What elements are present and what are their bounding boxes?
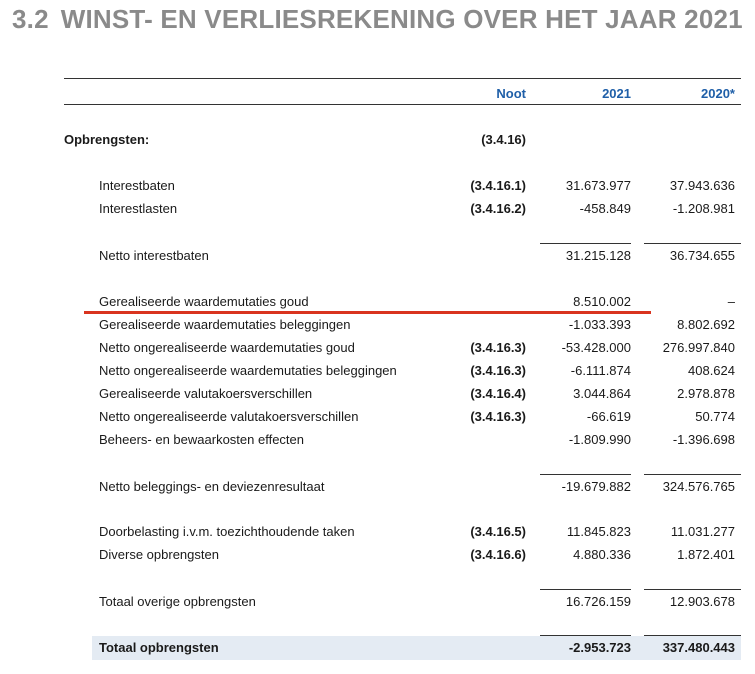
row-noot: (3.4.16.1): [470, 178, 526, 193]
row-label: Diverse opbrengsten: [99, 547, 219, 562]
row-label: Netto ongerealiseerde waardemutaties beleggingen: [99, 363, 397, 378]
table-row: [0, 406, 755, 428]
row-label: Doorbelasting i.v.m. toezichthoudende taken: [99, 524, 355, 539]
row-value-2020: 1.872.401: [677, 547, 735, 562]
row-value-2021: 31.215.128: [565, 248, 631, 263]
subtotal-rule: [540, 589, 631, 590]
table-row: [0, 429, 755, 451]
row-noot: (3.4.16): [481, 132, 526, 147]
row-value-2020: 37.943.636: [669, 178, 735, 193]
row-label: Gerealiseerde waardemutaties beleggingen: [99, 317, 351, 332]
table-top-rule: [64, 78, 741, 79]
row-value-2021: 11.845.823: [566, 524, 631, 539]
row-value-2020: 50.774: [695, 409, 735, 424]
subtotal-rule: [644, 589, 741, 590]
row-label: Netto interestbaten: [99, 248, 209, 263]
row-noot: (3.4.16.6): [470, 547, 526, 562]
row-value-2021: -2.953.723: [568, 640, 631, 655]
row-label: Gerealiseerde waardemutaties goud: [99, 294, 309, 309]
section-number: 3.2: [12, 4, 49, 34]
row-label: Interestbaten: [99, 178, 175, 193]
header-2020: 2020*: [701, 86, 735, 101]
row-value-2020: 8.802.692: [677, 317, 735, 332]
row-noot: (3.4.16.3): [470, 363, 526, 378]
row-label: Netto ongerealiseerde waardemutaties goud: [99, 340, 355, 355]
row-label: Interestlasten: [99, 201, 178, 216]
row-value-2020: 2.978.878: [677, 386, 735, 401]
row-value-2021: -53.428.000: [561, 340, 631, 355]
row-label: Gerealiseerde valutakoersverschillen: [99, 386, 313, 401]
subtotal-rule: [644, 474, 741, 475]
row-label: Totaal overige opbrengsten: [99, 594, 256, 609]
subtotal-rule: [540, 243, 631, 244]
table-row: [0, 337, 755, 359]
row-value-2021: -6.111.874: [570, 363, 631, 378]
row-value-2021: 31.673.977: [565, 178, 631, 193]
table-row: [0, 521, 755, 543]
row-value-2020: 11.031.277: [670, 524, 735, 539]
row-value-2021: -19.679.882: [561, 479, 631, 494]
table-row: [0, 245, 755, 267]
row-value-2020: -1.396.698: [672, 432, 735, 447]
row-value-2021: 3.044.864: [573, 386, 631, 401]
row-label: Netto ongerealiseerde valutakoersverschillen: [99, 409, 359, 424]
row-value-2021: -1.033.393: [568, 317, 631, 332]
row-value-2020: –: [727, 294, 735, 309]
row-value-2021: -458.849: [579, 201, 631, 216]
row-noot: (3.4.16.3): [470, 409, 526, 424]
header-noot: Noot: [496, 86, 526, 101]
table-row: [0, 544, 755, 566]
row-value-2020: 337.480.443: [662, 640, 735, 655]
row-value-2021: 4.880.336: [573, 547, 631, 562]
total-row: [0, 637, 755, 659]
row-value-2020: 276.997.840: [662, 340, 735, 355]
subtotal-rule: [644, 243, 741, 244]
row-value-2020: 36.734.655: [669, 248, 735, 263]
row-value-2020: -1.208.981: [672, 201, 735, 216]
row-value-2020: 408.624: [688, 363, 735, 378]
table-row: [0, 476, 755, 498]
table-row: [0, 175, 755, 197]
header-2021: 2021: [602, 86, 631, 101]
row-noot: (3.4.16.2): [470, 201, 526, 216]
row-value-2021: 8.510.002: [573, 294, 631, 309]
row-label: Beheers- en bewaarkosten effecten: [99, 432, 305, 447]
row-label: Opbrengsten:: [64, 132, 150, 147]
row-value-2020: 324.576.765: [662, 479, 735, 494]
row-noot: (3.4.16.4): [470, 386, 526, 401]
row-label: Netto beleggings- en deviezenresultaat: [99, 479, 325, 494]
table-row: [0, 360, 755, 382]
table-row: [0, 591, 755, 613]
section-title: WINST- EN VERLIESREKENING OVER HET JAAR 2021: [60, 4, 743, 34]
table-row: [0, 314, 755, 336]
row-value-2020: 12.903.678: [669, 594, 735, 609]
row-noot: (3.4.16.5): [470, 524, 526, 539]
table-row: [0, 198, 755, 220]
row-noot: (3.4.16.3): [470, 340, 526, 355]
header-rule: [64, 104, 741, 105]
row-value-2021: 16.726.159: [565, 594, 631, 609]
row-value-2021: -66.619: [586, 409, 631, 424]
table-row: [0, 291, 755, 313]
row-label: Totaal opbrengsten: [99, 640, 219, 655]
table-row: [0, 129, 755, 151]
table-row: [0, 383, 755, 405]
page-title: [12, 4, 743, 35]
subtotal-rule: [540, 474, 631, 475]
row-value-2021: -1.809.990: [568, 432, 631, 447]
